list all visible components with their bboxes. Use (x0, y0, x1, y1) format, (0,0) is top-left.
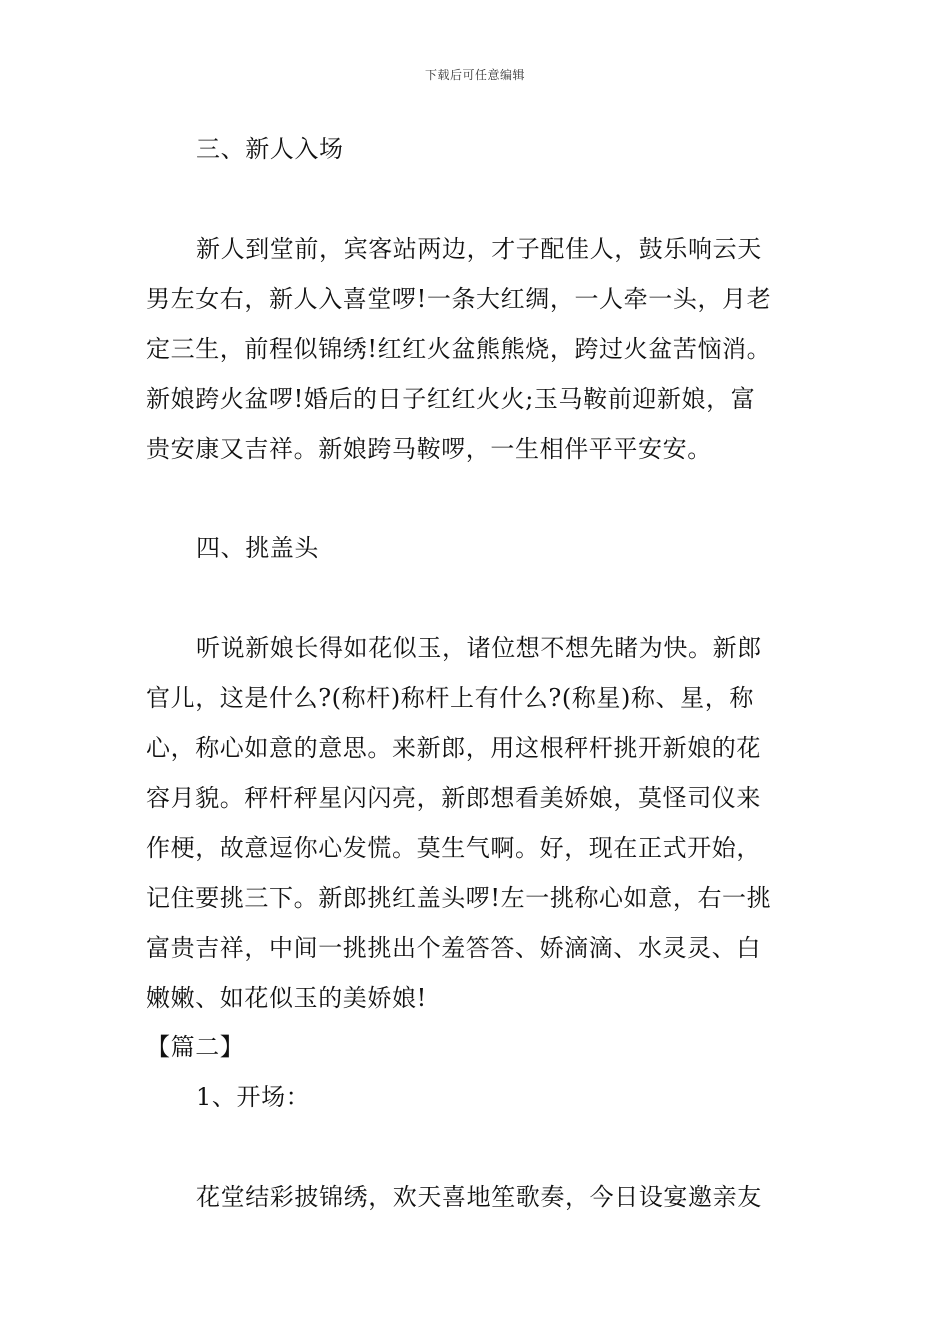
paragraph-line: 新娘跨火盆啰!婚后的日子红红火火;玉马鞍前迎新娘，富 (146, 385, 756, 413)
paragraph-line: 嫩嫩、如花似玉的美娇娘! (146, 984, 427, 1012)
paragraph-line: 记住要挑三下。新郎挑红盖头啰!左一挑称心如意，右一挑 (146, 884, 772, 912)
paragraph-line: 花堂结彩披锦绣，欢天喜地笙歌奏，今日设宴邀亲友 (196, 1183, 762, 1211)
paragraph-line: 听说新娘长得如花似玉，诸位想不想先睹为快。新郎 (196, 634, 762, 662)
paragraph-line: 新人到堂前，宾客站两边，才子配佳人，鼓乐响云天 (196, 235, 762, 263)
paragraph-line: 官儿，这是什么?(称杆)称杆上有什么?(称星)称、星，称 (146, 684, 754, 712)
paragraph-line: 容月貌。秤杆秤星闪闪亮，新郎想看美娇娘，莫怪司仪来 (146, 784, 761, 812)
paragraph-line: 定三生，前程似锦绣!红红火盆熊熊烧，跨过火盆苦恼消。 (146, 335, 772, 363)
section-heading-3: 三、新人入场 (196, 135, 344, 163)
chapter-heading: 【篇二】 (146, 1033, 245, 1061)
paragraph-line: 男左女右，新人入喜堂啰!一条大红绸，一人牵一头，月老 (146, 285, 772, 313)
paragraph-line: 贵安康又吉祥。新娘跨马鞍啰，一生相伴平平安安。 (146, 435, 712, 463)
paragraph-line: 富贵吉祥，中间一挑挑出个羞答答、娇滴滴、水灵灵、白 (146, 934, 761, 962)
paragraph-line: 作梗，故意逗你心发慌。莫生气啊。好，现在正式开始， (146, 834, 761, 862)
subsection-heading: 1、开场： (196, 1083, 311, 1111)
section-heading-4: 四、挑盖头 (196, 534, 319, 562)
page-header-note: 下载后可任意编辑 (424, 68, 525, 82)
paragraph-line: 心，称心如意的意思。来新郎，用这根秤杆挑开新娘的花 (146, 734, 761, 762)
